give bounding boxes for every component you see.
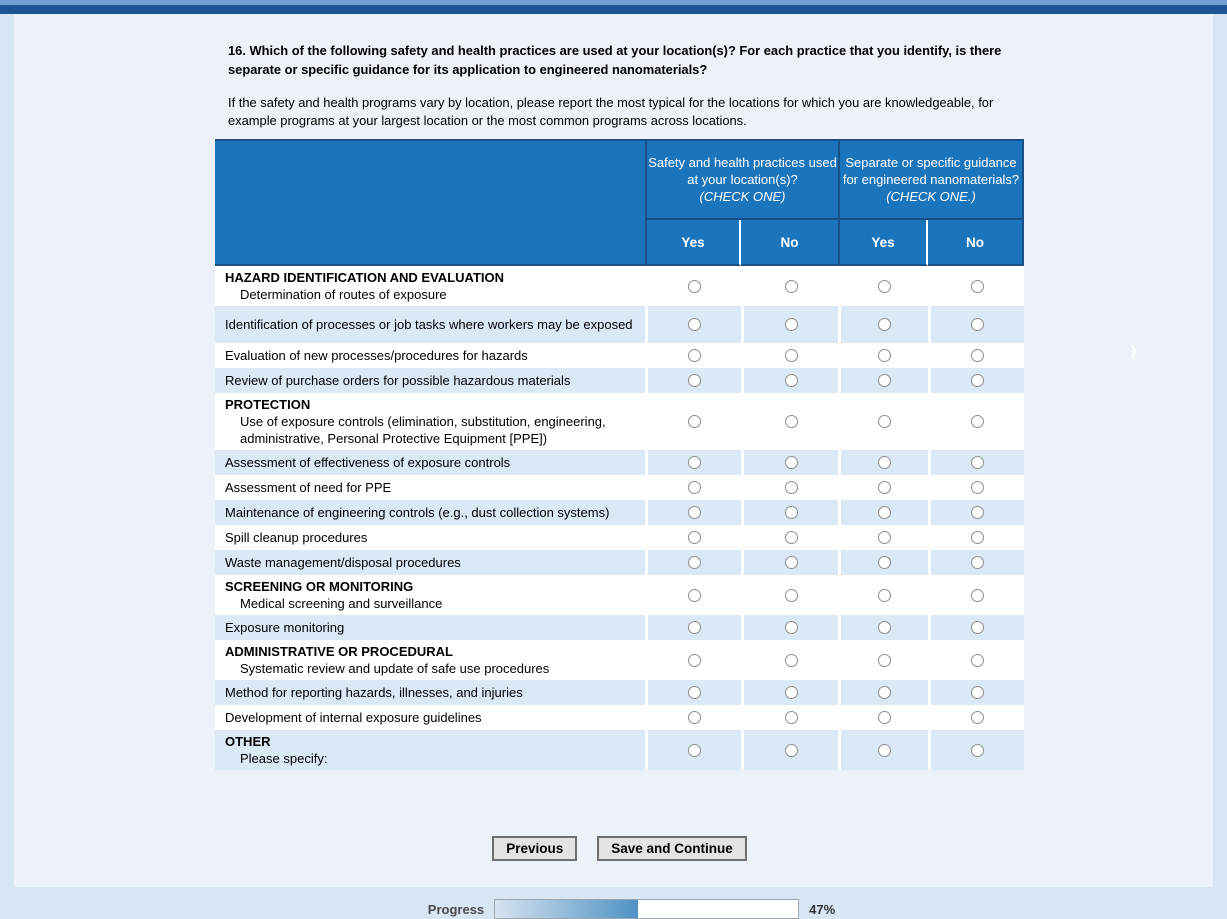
previous-button[interactable]: Previous xyxy=(492,836,577,861)
section-heading: PROTECTION xyxy=(225,397,311,413)
radio-used-no[interactable] xyxy=(785,531,798,544)
radio-guidance-yes[interactable] xyxy=(878,481,891,494)
radio-guidance-yes[interactable] xyxy=(878,374,891,387)
radio-used-no[interactable] xyxy=(785,654,798,667)
table-row xyxy=(215,615,1024,640)
radio-guidance-yes[interactable] xyxy=(878,318,891,331)
radio-used-yes[interactable] xyxy=(688,456,701,469)
row-label: Medical screening and surveillance xyxy=(240,596,443,612)
section-heading: OTHER xyxy=(225,734,271,750)
table-row xyxy=(215,393,1024,450)
row-label: Method for reporting hazards, illnesses, and injuries xyxy=(225,685,523,701)
column-header-guidance-no: No xyxy=(928,220,1024,266)
radio-used-no[interactable] xyxy=(785,456,798,469)
radio-guidance-no[interactable] xyxy=(971,686,984,699)
radio-used-yes[interactable] xyxy=(688,280,701,293)
radio-used-yes[interactable] xyxy=(688,744,701,757)
header-group-note: (CHECK ONE) xyxy=(699,189,786,205)
table-row xyxy=(215,306,1024,343)
survey-panel xyxy=(14,14,1213,917)
radio-used-no[interactable] xyxy=(785,481,798,494)
radio-used-yes[interactable] xyxy=(688,654,701,667)
chevron-right-icon: ❯ xyxy=(1128,343,1139,358)
progress-bar xyxy=(494,899,799,919)
section-heading: HAZARD IDENTIFICATION AND EVALUATION xyxy=(225,270,504,286)
row-label: Exposure monitoring xyxy=(225,620,345,636)
radio-guidance-yes[interactable] xyxy=(878,415,891,428)
row-label: Determination of routes of exposure xyxy=(240,287,447,303)
radio-guidance-yes[interactable] xyxy=(878,621,891,634)
radio-used-yes[interactable] xyxy=(688,531,701,544)
table-row xyxy=(215,730,1024,770)
table-row xyxy=(215,575,1024,615)
question-title: 16. Which of the following safety and health practices are used at your location(s)? For each practice that you identify, is there separate or specific guidance for its application to engineered nanomaterials? xyxy=(228,43,1002,78)
radio-guidance-no[interactable] xyxy=(971,711,984,724)
radio-guidance-no[interactable] xyxy=(971,744,984,757)
radio-used-no[interactable] xyxy=(785,280,798,293)
row-label: Identification of processes or job tasks where workers may be exposed xyxy=(225,317,633,333)
row-label: Use of exposure controls (elimination, substitution, engineering, administrative, Personal Protective Equipment [PPE]) xyxy=(240,414,606,447)
header-group-title: Separate or specific guidance for engineered nanomaterials? xyxy=(842,155,1020,188)
row-label: Evaluation of new processes/procedures for hazards xyxy=(225,348,528,364)
table-row xyxy=(215,450,1024,475)
radio-used-no[interactable] xyxy=(785,349,798,362)
radio-guidance-no[interactable] xyxy=(971,318,984,331)
progress-label: Progress xyxy=(427,901,485,917)
radio-used-no[interactable] xyxy=(785,711,798,724)
top-navigation-bar xyxy=(0,5,1227,14)
table-row xyxy=(215,525,1024,550)
radio-used-yes[interactable] xyxy=(688,415,701,428)
header-label-spacer xyxy=(215,139,645,266)
table-row xyxy=(215,500,1024,525)
header-group-separate-guidance xyxy=(838,139,1024,220)
header-group-practices-used xyxy=(645,139,838,220)
radio-used-no[interactable] xyxy=(785,415,798,428)
section-heading: ADMINISTRATIVE OR PROCEDURAL xyxy=(225,644,453,660)
radio-guidance-no[interactable] xyxy=(971,280,984,293)
row-label: Please specify: xyxy=(240,751,328,767)
radio-guidance-yes[interactable] xyxy=(878,686,891,699)
radio-used-yes[interactable] xyxy=(688,621,701,634)
table-header xyxy=(215,139,1024,266)
save-and-continue-button[interactable]: Save and Continue xyxy=(597,836,747,861)
radio-used-no[interactable] xyxy=(785,374,798,387)
row-label: Assessment of need for PPE xyxy=(225,480,392,496)
radio-used-no[interactable] xyxy=(785,589,798,602)
row-label: Maintenance of engineering controls (e.g., dust collection systems) xyxy=(225,505,610,521)
practices-table xyxy=(215,139,1024,770)
question-instructions: If the safety and health programs vary by location, please report the most typical for the locations for which you are knowledgeable, for example programs at your largest location or the most common programs across locations. xyxy=(228,94,994,129)
radio-used-no[interactable] xyxy=(785,686,798,699)
radio-guidance-no[interactable] xyxy=(971,654,984,667)
radio-guidance-no[interactable] xyxy=(971,621,984,634)
radio-used-no[interactable] xyxy=(785,506,798,519)
progress-fill xyxy=(495,900,637,918)
radio-used-yes[interactable] xyxy=(688,349,701,362)
row-label: Review of purchase orders for possible hazardous materials xyxy=(225,373,571,389)
radio-guidance-no[interactable] xyxy=(971,349,984,362)
table-row xyxy=(215,640,1024,680)
radio-guidance-yes[interactable] xyxy=(878,556,891,569)
table-row xyxy=(215,705,1024,730)
radio-used-yes[interactable] xyxy=(688,589,701,602)
radio-guidance-no[interactable] xyxy=(971,506,984,519)
section-heading: SCREENING OR MONITORING xyxy=(225,579,414,595)
column-header-guidance-yes: Yes xyxy=(838,220,928,266)
radio-guidance-no[interactable] xyxy=(971,531,984,544)
radio-used-yes[interactable] xyxy=(688,374,701,387)
header-group-title: Safety and health practices used at your location(s)? xyxy=(648,155,837,188)
column-header-used-no: No xyxy=(741,220,838,266)
radio-used-yes[interactable] xyxy=(688,506,701,519)
row-label: Development of internal exposure guidelines xyxy=(225,710,482,726)
radio-guidance-yes[interactable] xyxy=(878,349,891,362)
radio-guidance-no[interactable] xyxy=(971,456,984,469)
radio-used-yes[interactable] xyxy=(688,481,701,494)
radio-guidance-no[interactable] xyxy=(971,374,984,387)
radio-used-yes[interactable] xyxy=(688,686,701,699)
radio-guidance-yes[interactable] xyxy=(878,711,891,724)
table-row xyxy=(215,343,1024,368)
radio-guidance-yes[interactable] xyxy=(878,456,891,469)
radio-guidance-no[interactable] xyxy=(971,589,984,602)
radio-guidance-no[interactable] xyxy=(971,415,984,428)
table-row xyxy=(215,550,1024,575)
radio-guidance-yes[interactable] xyxy=(878,280,891,293)
radio-guidance-yes[interactable] xyxy=(878,531,891,544)
radio-guidance-no[interactable] xyxy=(971,556,984,569)
header-group-note: (CHECK ONE.) xyxy=(886,189,976,205)
table-row xyxy=(215,475,1024,500)
row-label: Assessment of effectiveness of exposure controls xyxy=(225,455,511,471)
column-header-used-yes: Yes xyxy=(645,220,741,266)
radio-used-yes[interactable] xyxy=(688,556,701,569)
progress-section xyxy=(239,899,1024,919)
radio-used-no[interactable] xyxy=(785,318,798,331)
radio-guidance-yes[interactable] xyxy=(878,744,891,757)
radio-used-no[interactable] xyxy=(785,556,798,569)
radio-used-yes[interactable] xyxy=(688,318,701,331)
navigation-buttons xyxy=(215,836,1024,861)
row-label: Waste management/disposal procedures xyxy=(225,555,461,571)
radio-guidance-no[interactable] xyxy=(971,481,984,494)
radio-used-yes[interactable] xyxy=(688,711,701,724)
table-row xyxy=(215,368,1024,393)
radio-used-no[interactable] xyxy=(785,621,798,634)
table-row xyxy=(215,266,1024,306)
radio-guidance-yes[interactable] xyxy=(878,589,891,602)
row-label: Spill cleanup procedures xyxy=(225,530,368,546)
progress-percent: 47% xyxy=(809,901,836,917)
row-label: Systematic review and update of safe use procedures xyxy=(240,661,550,677)
radio-guidance-yes[interactable] xyxy=(878,654,891,667)
radio-used-no[interactable] xyxy=(785,744,798,757)
table-row xyxy=(215,680,1024,705)
survey-content xyxy=(215,14,1024,919)
radio-guidance-yes[interactable] xyxy=(878,506,891,519)
